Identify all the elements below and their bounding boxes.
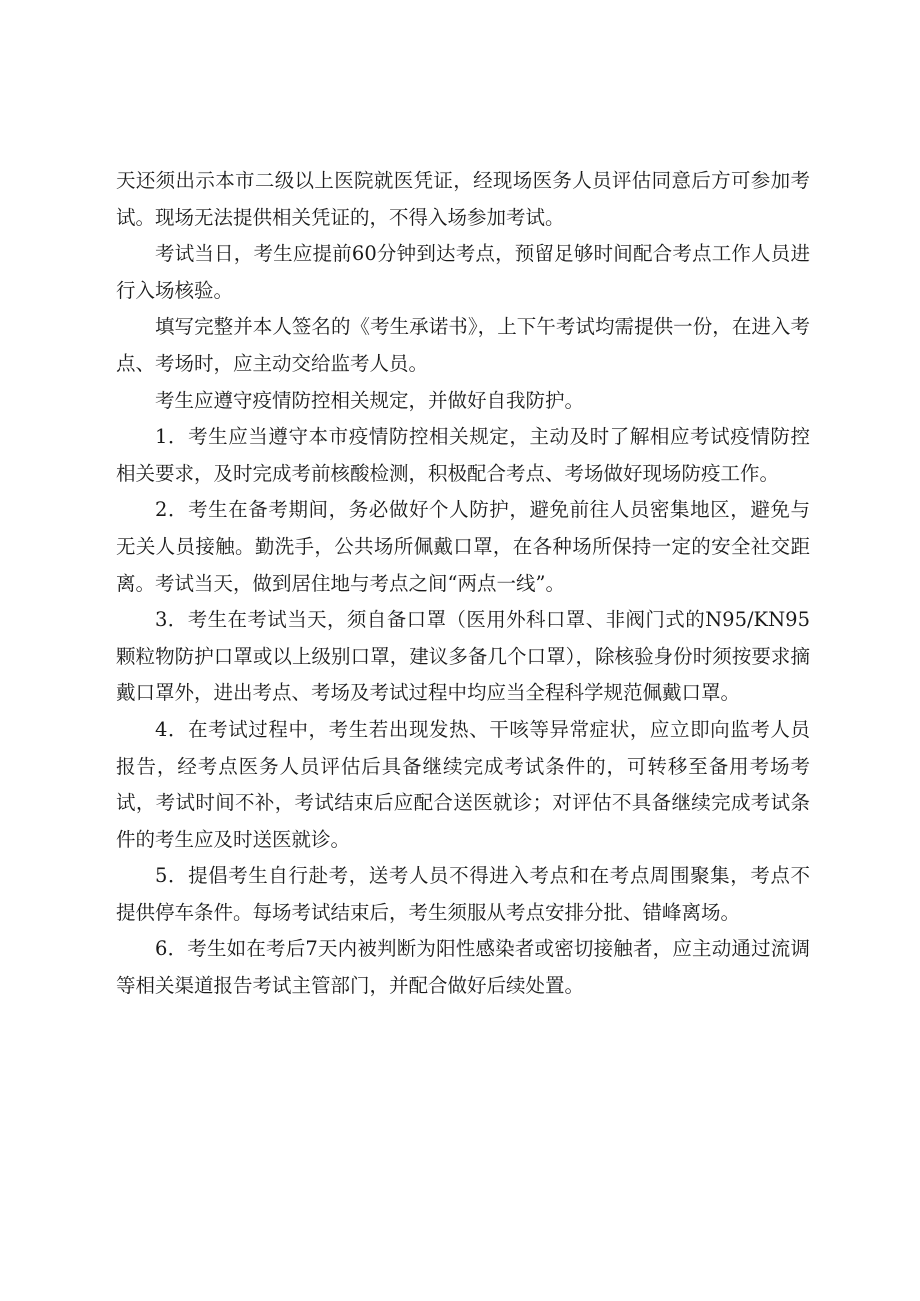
document-body: [116, 163, 810, 1005]
paragraph-epidemic-rules: 考生应遵守疫情防控相关规定，并做好自我防护。: [155, 388, 585, 412]
paragraph-arrival-time: 考试当日，考生应提前60分钟到达考点，预留足够时间配合考点工作人员进行入场核验。: [116, 242, 810, 302]
paragraph-commitment-letter: 填写完整并本人签名的《考生承诺书》，上下午考试均需提供一份，在进入考点、考场时，应主动交给监考人员。: [116, 315, 810, 375]
paragraph-item-6: 6．考生如在考后7天内被判断为阳性感染者或密切接触者，应主动通过流调等相关渠道报告考试主管部门，并配合做好后续处置。: [116, 937, 810, 998]
paragraph-item-2: 2．考生在备考期间，务必做好个人防护，避免前往人员密集地区，避免与无关人员接触。勤洗手，公共场所佩戴口罩，在各种场所保持一定的安全社交距离。考试当天，做到居住地与考点之间“两点一线”。: [116, 498, 810, 595]
paragraph-item-4: 4．在考试过程中，考生若出现发热、干咳等异常症状，应立即向监考人员报告，经考点医务人员评估后具备继续完成考试条件的，可转移至备用考场考试，考试时间不补，考试结束后应配合送医就诊；对评估不具备继续完成考试条件的考生应及时送医就诊。: [116, 717, 810, 851]
paragraph-continuation: 天还须出示本市二级以上医院就医凭证，经现场医务人员评估同意后方可参加考试。现场无法提供相关凭证的，不得入场参加考试。: [116, 169, 810, 229]
paragraph-item-1: 1．考生应当遵守本市疫情防控相关规定，主动及时了解相应考试疫情防控相关要求，及时完成考前核酸检测，积极配合考点、考场做好现场防疫工作。: [116, 425, 810, 485]
paragraph-item-3: 3．考生在考试当天，须自备口罩（医用外科口罩、非阀门式的N95/KN95颗粒物防护口罩或以上级别口罩，建议多备几个口罩），除核验身份时须按要求摘戴口罩外，进出考点、考场及考试过程中均应当全程科学规范佩戴口罩。: [116, 608, 810, 705]
paragraph-item-5: 5．提倡考生自行赴考，送考人员不得进入考点和在考点周围聚集，考点不提供停车条件。每场考试结束后，考生须服从考点安排分批、错峰离场。: [116, 864, 810, 924]
